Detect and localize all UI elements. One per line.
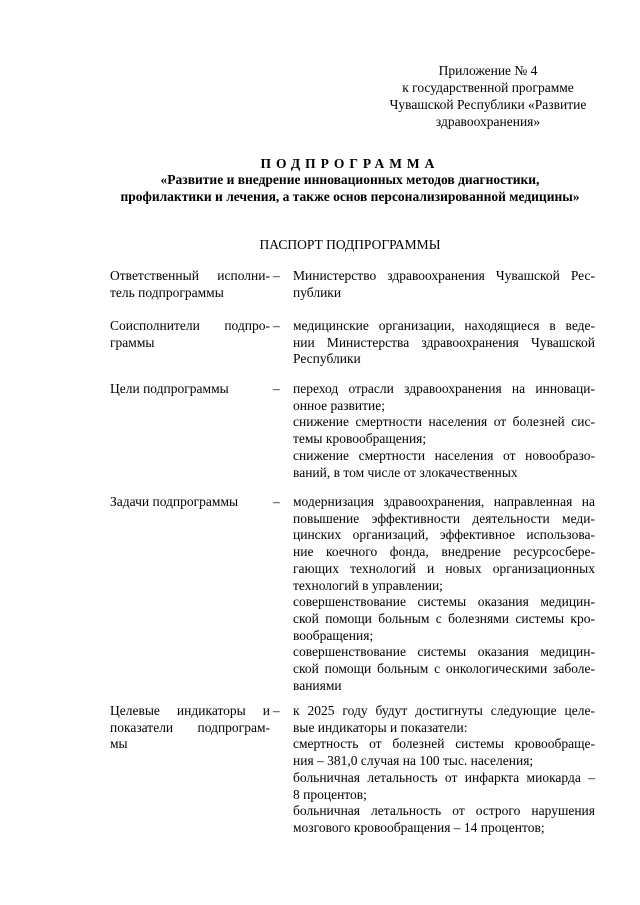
row-value-line: мозгового кровообращения – 14 процентов;: [293, 819, 545, 835]
row-value-line: гающих технологий и новых организационных: [293, 560, 595, 576]
row-value: [293, 494, 595, 694]
row-value-line: публики: [293, 284, 342, 300]
row-dash: –: [273, 268, 280, 283]
row-label-line: показатели подпрограм-: [110, 719, 270, 735]
row-label-line: граммы: [110, 334, 155, 350]
row-value-line: ние коечного фонда, внедрение ресурсосбере-: [293, 544, 595, 560]
row-label: [110, 318, 270, 351]
row-value: [293, 703, 595, 837]
row-value-line: снижение смертности населения от болезней сис-: [293, 414, 595, 430]
row-value-line: вообращения;: [293, 627, 374, 643]
row-value: [293, 318, 595, 368]
row-value-line: технологий в управлении;: [293, 577, 443, 593]
row-value-line: больничная летальность от острого нарушения: [293, 803, 595, 819]
appendix-line: Приложение № 4: [438, 63, 538, 78]
passport-heading: ПАСПОРТ ПОДПРОГРАММЫ: [259, 237, 441, 252]
row-label: [110, 381, 270, 398]
row-label-line: Целевые индикаторы и: [110, 703, 270, 718]
appendix-note: [370, 62, 606, 130]
row-value: [293, 381, 595, 481]
row-value-line: медицинские организации, находящиеся в веде-: [293, 318, 595, 333]
row-value-line: нии Министерства здравоохранения Чувашской: [293, 334, 595, 350]
row-label-line: тель подпрограммы: [110, 284, 224, 300]
row-value-line: повышение эффективности деятельности меди-: [293, 510, 595, 526]
row-value-line: онное развитие;: [293, 397, 386, 413]
row-dash: –: [273, 318, 280, 333]
row-value-line: ской помощи больным с болезнями системы кро-: [293, 610, 595, 626]
row-value-line: ваний, в том числе от злокачественных: [293, 464, 518, 480]
row-value-line: ской помощи больным с онкологическими заболе-: [293, 661, 595, 677]
appendix-line: здравоохранения»: [435, 114, 541, 129]
row-label-line: Цели подпрограммы: [110, 381, 229, 396]
row-value-line: вые индикаторы и показатели:: [293, 719, 468, 735]
row-value-line: Республики: [293, 351, 361, 367]
row-value-line: совершенствование системы оказания медицин-: [293, 594, 595, 610]
row-label-line: мы: [110, 736, 128, 752]
row-value-line: темы кровообращения;: [293, 431, 427, 447]
row-value-line: Министерство здравоохранения Чувашской Рес-: [293, 268, 595, 283]
row-value: [293, 268, 595, 301]
row-label: [110, 268, 270, 301]
row-label: [110, 494, 270, 511]
row-value-line: модернизация здравоохранения, направленная на: [293, 494, 595, 509]
subtitle-line: профилактики и лечения, а также основ персонализированной медицины»: [120, 189, 580, 204]
row-dash: –: [273, 381, 280, 396]
row-value-line: больничная летальность от инфаркта миокарда –: [293, 769, 595, 785]
row-value-line: снижение смертности населения от новообразо-: [293, 447, 595, 463]
row-value-line: ваниями: [293, 677, 342, 693]
row-dash: –: [273, 494, 280, 509]
row-value-line: к 2025 году будут достигнуты следующие целе-: [293, 703, 595, 718]
row-dash: –: [273, 703, 280, 718]
row-value-line: переход отрасли здравоохранения на инноваци-: [293, 381, 595, 396]
row-value-line: 8 процентов;: [293, 786, 367, 802]
row-value-line: цинских организаций, эффективное использова-: [293, 527, 595, 543]
row-label-line: Соисполнители подпро-: [110, 318, 270, 333]
appendix-line: Чувашской Республики «Развитие: [389, 97, 587, 112]
row-label-line: Задачи подпрограммы: [110, 494, 239, 509]
row-label-line: Ответственный исполни-: [110, 268, 270, 283]
appendix-line: к государственной программе: [402, 80, 574, 95]
document-subtitle: [0, 171, 640, 205]
row-label: [110, 703, 270, 753]
subtitle-line: «Развитие и внедрение инновационных методов диагностики,: [160, 172, 540, 187]
row-value-line: смертность от болезней системы кровообраще-: [293, 736, 595, 752]
row-value-line: ния – 381,0 случая на 100 тыс. населения;: [293, 753, 534, 769]
document-title: ПОДПРОГРАММА: [260, 156, 440, 171]
row-value-line: совершенствование системы оказания медицин-: [293, 644, 595, 660]
